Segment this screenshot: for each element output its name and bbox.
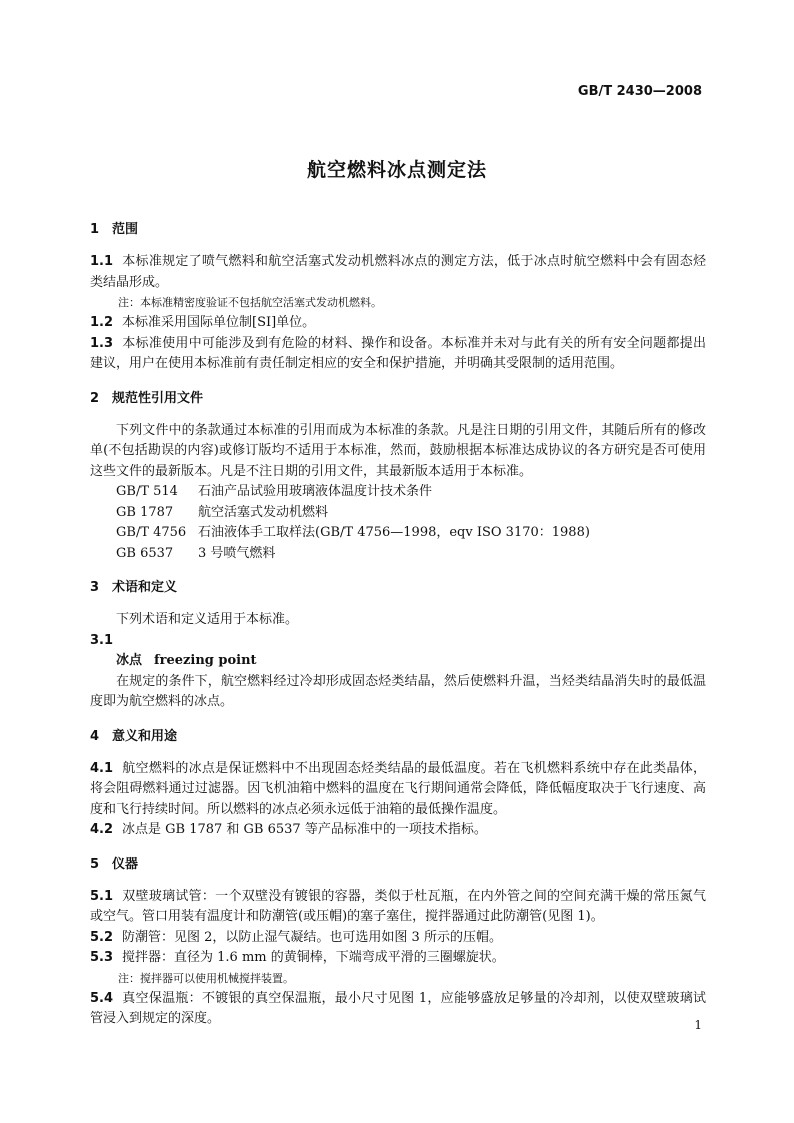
term-definition: 在规定的条件下，航空燃料经过冷却形成固态烃类结晶，然后使燃料升温，当烃类结晶消失时的最低温度即为航空燃料的冰点。 <box>90 673 706 709</box>
clause-1-2: 1.2 本标准采用国际单位制[SI]单位。 <box>90 315 316 330</box>
clause-5-3: 5.3 搅拌器：直径为 1.6 mm 的黄铜棒，下端弯成平滑的三圈螺旋状。 <box>90 950 505 965</box>
section-2-intro: 下列文件中的条款通过本标准的引用而成为本标准的条款。凡是注日期的引用文件，其随后所有的修改单(不包括勘误的内容)或修订版均不适用于本标准，然而，鼓励根据本标准达成协议的各方研究是否可使用这些文件的最新版本。凡是不注日期的引用文件，其最新版本适用于本标准。 <box>90 422 706 479</box>
clause-1-3: 1.3 本标准使用中可能涉及到有危险的材料、操作和设备。本标准并未对与此有关的所有安全问题都提出建议，用户在使用本标准前有责任制定相应的安全和保护措施，并明确其受限制的适用范围。 <box>90 335 706 371</box>
page-number: 1 <box>694 1018 702 1032</box>
section-heading-2: 2 规范性引用文件 <box>90 390 204 406</box>
reference-gb-t-4756: GB/T 4756 石油液体手工取样法(GB/T 4756—1998，eqv ISO 3170：1988) <box>116 525 590 540</box>
section-3-intro: 下列术语和定义适用于本标准。 <box>116 612 299 627</box>
section-heading-3: 3 术语和定义 <box>90 580 178 595</box>
term-number: 3.1 <box>90 632 114 648</box>
document-body <box>90 214 706 1030</box>
note-2: 注：搅拌器可以使用机械搅拌装置。 <box>118 971 294 985</box>
clause-5-1: 5.1 双壁玻璃试管：一个双壁没有镀银的容器，类似于杜瓦瓶，在内外管之间的空间充满干燥的常压氮气或空气。管口用装有温度计和防潮管(或压帽)的塞子塞住，搅拌器通过此防潮管(见图 1)。 <box>90 888 706 924</box>
section-heading-1: 1 范围 <box>90 222 139 237</box>
clause-5-4: 5.4 真空保温瓶：不镀银的真空保温瓶，最小尺寸见图 1，应能够盛放足够量的冷却剂，以使双壁玻璃试管浸入到规定的深度。 <box>90 990 706 1026</box>
standard-code: GB/T 2430—2008 <box>577 84 702 99</box>
clause-4-1: 4.1 航空燃料的冰点是保证燃料中不出现固态烃类结晶的最低温度。若在飞机燃料系统中存在此类晶体，将会阻碍燃料通过过滤器。因飞机油箱中燃料的温度在飞行期间通常会降低，降低幅度取决于飞行速度、高度和飞行持续时间。所以燃料的冰点必须永远低于油箱的最低操作温度。 <box>90 760 706 817</box>
clause-1-1: 1.1 本标准规定了喷气燃料和航空活塞式发动机燃料冰点的测定方法，低于冰点时航空燃料中会有固态烃类结晶形成。 <box>90 254 706 290</box>
clause-4-2: 4.2 冰点是 GB 1787 和 GB 6537 等产品标准中的一项技术指标。 <box>90 822 487 837</box>
reference-gb-t-514: GB/T 514 石油产品试验用玻璃液体温度计技术条件 <box>116 484 433 499</box>
section-heading-4: 4 意义和用途 <box>90 728 178 744</box>
document-title: 航空燃料冰点测定法 <box>306 159 487 181</box>
reference-gb-1787: GB 1787 航空活塞式发动机燃料 <box>116 504 329 520</box>
note-1: 注：本标准精密度验证不包括航空活塞式发动机燃料。 <box>118 296 382 309</box>
term-entry: 冰点 freezing point <box>116 653 257 668</box>
clause-5-2: 5.2 防潮管：见图 2，以防止湿气凝结。也可选用如图 3 所示的压帽。 <box>90 929 502 945</box>
section-heading-5: 5 仪器 <box>90 856 139 872</box>
reference-gb-6537: GB 6537 3 号喷气燃料 <box>116 545 276 561</box>
